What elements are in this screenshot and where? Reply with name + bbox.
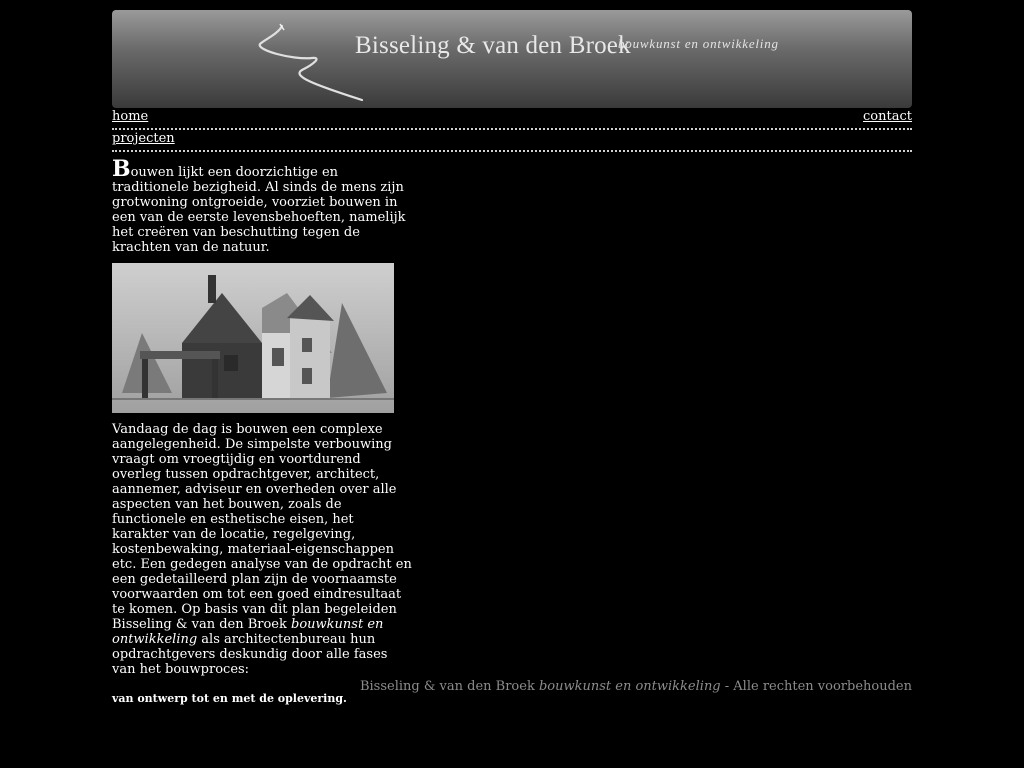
closing-line: van ontwerp tot en met de oplevering.	[112, 692, 347, 705]
nav-row-projects	[112, 130, 912, 152]
nav-link-projects[interactable]: projecten	[112, 131, 175, 146]
house-drawing-image	[112, 263, 394, 413]
logo-swoosh-icon	[252, 20, 372, 104]
footer-rights: - Alle rechten voorbehouden	[720, 679, 912, 694]
main-content	[112, 156, 412, 706]
footer-italic: bouwkunst en ontwikkeling	[538, 679, 721, 694]
nav-link-contact[interactable]: contact	[863, 109, 912, 124]
body-text-italic: bouwkunst en ontwikkeling	[112, 617, 384, 647]
nav-row-main	[112, 108, 912, 130]
body-text-part1: Vandaag de dag is bouwen een complexe aangelegenheid. De simpelste verbouwing vraagt om vroegtijdig en voortdurend overleg tussen opdrachtgever, architect, aannemer, adviseur en overheden over alle aspecten van het bouwen, zoals de functionele en esthetische eisen, het karakter van de locatie, regelgeving, kostenbewaking, materiaal-eigenschappen etc. Een gedegen analyse van de opdracht en een gedetailleerd plan zijn de voornaamste voorwaarden om tot een goed eindresultaat te komen. Op basis van dit plan begeleiden Bisseling & van den Broek	[112, 422, 412, 632]
page-container	[112, 10, 912, 706]
intro-dropcap: B	[112, 156, 131, 182]
body-paragraph	[112, 422, 412, 677]
body-text-part2: als architectenbureau hun opdrachtgevers deskundig door alle fases van het bouwproces:	[112, 632, 388, 677]
brand-name: Bisseling & van den Broek	[355, 32, 631, 59]
footer-copyright	[360, 679, 912, 694]
intro-text: ouwen lijkt een doorzichtige en traditionele bezigheid. Al sinds de mens zijn grotwoning ontgroeide, voorziet bouwen in een van de eerste levensbehoeften, namelijk het creëren van beschutting tegen de krachten van de natuur.	[112, 165, 406, 255]
header-banner	[112, 10, 912, 108]
house-sketch-illustration	[112, 263, 394, 413]
footer-company: Bisseling & van den Broek	[359, 679, 539, 694]
brand-tagline: bouwkunst en ontwikkeling	[618, 36, 779, 51]
nav-link-home[interactable]: home	[112, 109, 149, 124]
intro-paragraph	[112, 156, 412, 255]
